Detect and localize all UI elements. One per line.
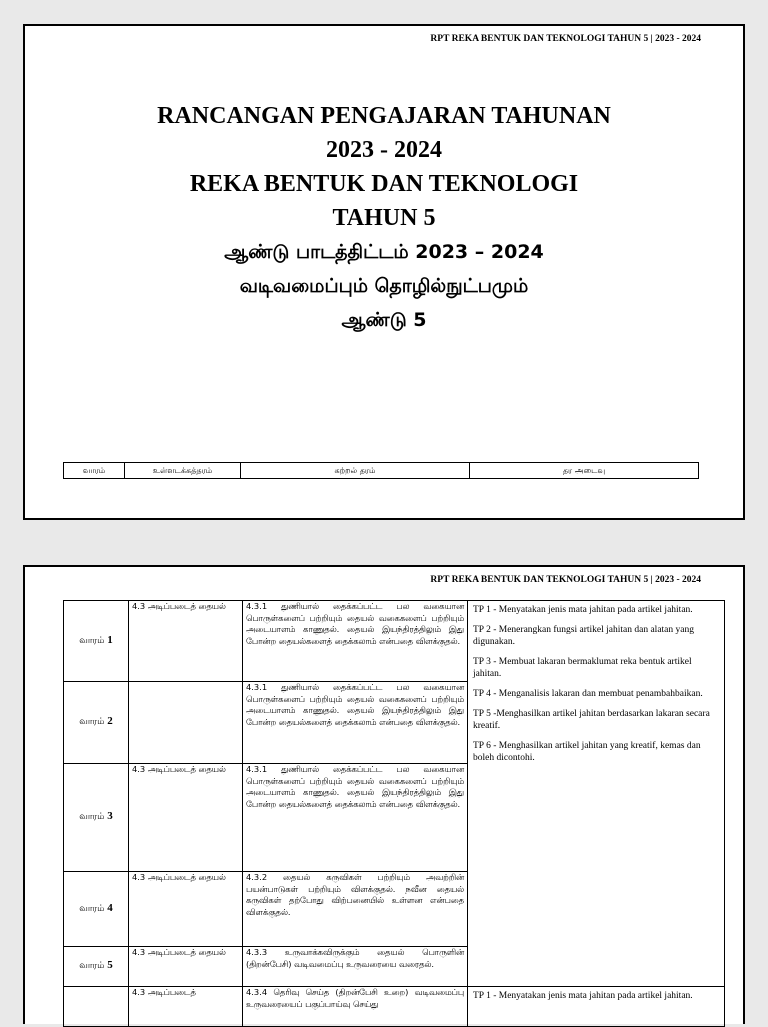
tp-item: TP 5 -Menghasilkan artikel jahitan berdasarkan lakaran secara kreatif. bbox=[473, 709, 710, 731]
col-header-week: வாரம் bbox=[64, 463, 125, 479]
content-cell: 4.3 அடிப்படைத் bbox=[129, 987, 243, 1027]
tamil-title-line: வடிவமைப்பும் தொழில்நுட்பமும் bbox=[239, 275, 529, 297]
title-block bbox=[25, 99, 743, 337]
learning-cell: 4.3.1 துணியால் தைக்கப்பட்ட பல வகையான பொருள்களைப் பற்றியும் தையல் வகைகளைப் பற்றியும் அடையாளம் காணுதல். தையல் இயந்திரத்திலும் இது போன்ற தையல்களைத் தைக்கலாம் என்பதை விளக்குதல். bbox=[243, 601, 468, 682]
tp-item: TP 1 - Menyatakan jenis mata jahitan pada artikel jahitan. bbox=[473, 605, 693, 615]
header-table bbox=[63, 462, 699, 479]
week-cell: வாரம் 3 bbox=[64, 764, 129, 872]
title-line: RANCANGAN PENGAJARAN TAHUNAN bbox=[157, 103, 611, 129]
content-cell bbox=[129, 682, 243, 764]
learning-cell: 4.3.3 உருவாக்கவிருக்கும் தையல் பொருளின் (திறன்பேசி) வடிவமைப்பு உருவரையை வரைதல். bbox=[243, 947, 468, 987]
col-header-learning: கற்றல் தரம் bbox=[241, 463, 470, 479]
tp-item: TP 2 - Menerangkan fungsi artikel jahitan dan alatan yang digunakan. bbox=[473, 625, 694, 647]
rpt-table bbox=[63, 600, 725, 1027]
week-cell: வாரம் 5 bbox=[64, 947, 129, 987]
learning-cell: 4.3.1 துணியால் தைக்கப்பட்ட பல வகையான பொருள்களைப் பற்றியும் தையல் வகைகளைப் பற்றியும் அடையாளம் காணுதல். தையல் இயந்திரத்திலும் இது போன்ற தையல்களைத் தைக்கலாம் என்பதை விளக்குதல். bbox=[243, 682, 468, 764]
cover-page bbox=[23, 24, 745, 520]
learning-cell: 4.3.2 தையல் கருவிகள் பற்றியும் அவற்றின் பயன்பாடுகள் பற்றியும் விளக்குதல். நவீன தையல் கருவிகள் தற்போது விற்பனையில் உள்ளன என்பதை விளக்குதல். bbox=[243, 872, 468, 947]
title-line: TAHUN 5 bbox=[332, 205, 436, 231]
tamil-title-line: ஆண்டு பாடத்திட்டம் 2023 – 2024 bbox=[224, 241, 544, 263]
col-header-content: உள்ளடக்கத்தரம் bbox=[125, 463, 241, 479]
tp-item: TP 6 - Menghasilkan artikel jahitan yang kreatif, kemas dan boleh dicontohi. bbox=[473, 741, 701, 763]
learning-cell: 4.3.1 துணியால் தைக்கப்பட்ட பல வகையான பொருள்களைப் பற்றியும் தையல் வகைகளைப் பற்றியும் அடையாளம் காணுதல். தையல் இயந்திரத்திலும் இது போன்ற தையல்களைத் தைக்கலாம் என்பதை விளக்குதல். bbox=[243, 764, 468, 872]
tp-cell bbox=[468, 601, 725, 987]
table-row bbox=[64, 987, 725, 1027]
week-cell bbox=[64, 987, 129, 1027]
page-header: RPT REKA BENTUK DAN TEKNOLOGI TAHUN 5 | 2023 - 2024 bbox=[430, 34, 701, 44]
tp-item: TP 1 - Menyatakan jenis mata jahitan pada artikel jahitan. bbox=[473, 991, 693, 1001]
table-row bbox=[64, 601, 725, 682]
week-cell: வாரம் 2 bbox=[64, 682, 129, 764]
content-cell: 4.3 அடிப்படைத் தையல் bbox=[129, 872, 243, 947]
learning-cell: 4.3.4 தெரிவு செய்த (திறன்பேசி உறை) வடிவமைப்பு உருவரையைப் பகுப்பாய்வு செய்து bbox=[243, 987, 468, 1027]
week-cell: வாரம் 4 bbox=[64, 872, 129, 947]
page-header: RPT REKA BENTUK DAN TEKNOLOGI TAHUN 5 | 2023 - 2024 bbox=[430, 575, 701, 585]
content-cell: 4.3 அடிப்படைத் தையல் bbox=[129, 947, 243, 987]
title-line: 2023 - 2024 bbox=[326, 137, 442, 163]
rpt-page bbox=[23, 565, 745, 1024]
content-cell: 4.3 அடிப்படைத் தையல் bbox=[129, 764, 243, 872]
col-header-performance: தர அடைவு bbox=[470, 463, 699, 479]
tp-item: TP 4 - Menganalisis lakaran dan membuat penambahbaikan. bbox=[473, 689, 703, 699]
tamil-title-line: ஆண்டு 5 bbox=[341, 309, 427, 331]
tp-item: TP 3 - Membuat lakaran bermaklumat reka bentuk artikel jahitan. bbox=[473, 657, 692, 679]
title-line: REKA BENTUK DAN TEKNOLOGI bbox=[189, 171, 579, 197]
content-cell: 4.3 அடிப்படைத் தையல் bbox=[129, 601, 243, 682]
tp-cell bbox=[468, 987, 725, 1027]
week-cell: வாரம் 1 bbox=[64, 601, 129, 682]
